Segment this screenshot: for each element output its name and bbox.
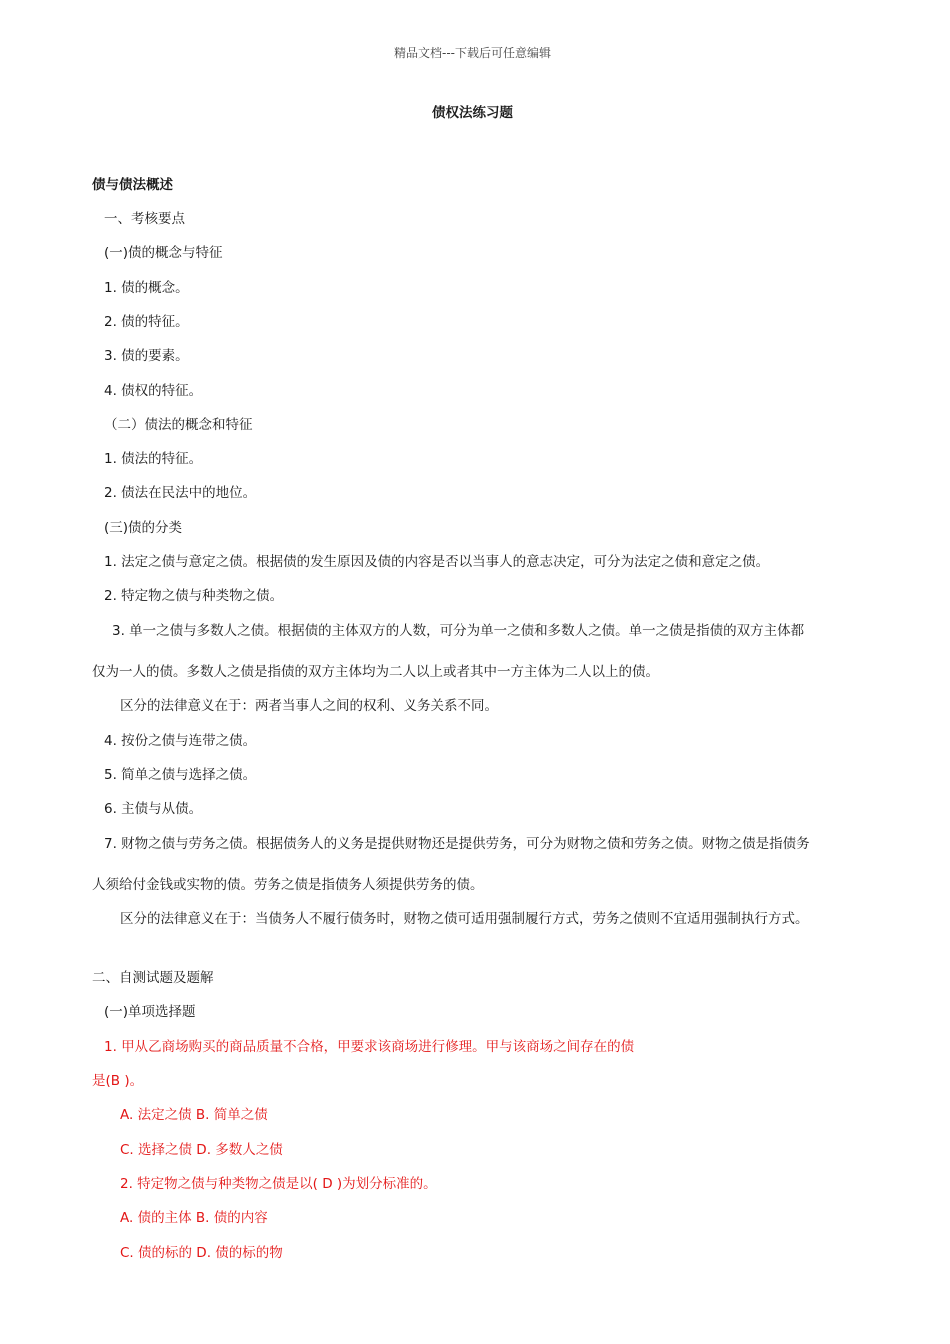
list-item: 3. 债的要素。 [104, 348, 189, 364]
question-2-line: 2. 特定物之债与种类物之债是以( D )为划分标准的。 [120, 1176, 437, 1192]
question-1-options: A. 法定之债 B. 简单之债 [120, 1107, 268, 1123]
list-item: 6. 主债与从债。 [104, 801, 203, 817]
part1-heading: 一、考核要点 [104, 211, 185, 227]
section-title: 债与债法概述 [92, 177, 173, 193]
part2-subheading: (一)单项选择题 [104, 1004, 196, 1020]
document-title: 债权法练习题 [432, 105, 513, 121]
subheading-1: (一)债的概念与特征 [104, 245, 223, 261]
list-item: 4. 按份之债与连带之债。 [104, 733, 257, 749]
list-item: 2. 特定物之债与种类物之债。 [104, 588, 284, 604]
paragraph-note: 区分的法律意义在于：当债务人不履行债务时，财物之债可适用强制履行方式，劳务之债则不宜适用强制执行方式。 [120, 911, 809, 927]
question-2-options: A. 债的主体 B. 债的内容 [120, 1210, 268, 1226]
question-2-options: C. 债的标的 D. 债的标的物 [120, 1245, 283, 1261]
question-1-line: 1. 甲从乙商场购买的商品质量不合格，甲要求该商场进行修理。甲与该商场之间存在的债 [104, 1039, 635, 1055]
page-header: 精品文档---下载后可任意编辑 [394, 46, 551, 60]
list-item: 1. 债的概念。 [104, 280, 189, 296]
subheading-3: (三)债的分类 [104, 520, 183, 536]
paragraph-line: 仅为一人的债。多数人之债是指债的双方主体均为二人以上或者其中一方主体为二人以上的债。 [92, 664, 659, 680]
part2-heading: 二、自测试题及题解 [92, 970, 214, 986]
question-1-answer: 是(B )。 [92, 1073, 144, 1089]
paragraph-note: 区分的法律意义在于：两者当事人之间的权利、义务关系不同。 [120, 698, 498, 714]
list-item: 4. 债权的特征。 [104, 383, 203, 399]
list-item: 1. 法定之债与意定之债。根据债的发生原因及债的内容是否以当事人的意志决定，可分为法定之债和意定之债。 [104, 554, 770, 570]
list-item: 1. 债法的特征。 [104, 451, 203, 467]
list-item: 2. 债的特征。 [104, 314, 189, 330]
list-item: 2. 债法在民法中的地位。 [104, 485, 257, 501]
list-item: 5. 简单之债与选择之债。 [104, 767, 257, 783]
question-1-options: C. 选择之债 D. 多数人之债 [120, 1142, 283, 1158]
paragraph-line: 人须给付金钱或实物的债。劳务之债是指债务人须提供劳务的债。 [92, 877, 484, 893]
paragraph-line: 7. 财物之债与劳务之债。根据债务人的义务是提供财物还是提供劳务，可分为财物之债和劳务之债。财物之债是指债务 [104, 836, 810, 852]
subheading-2: （二）债法的概念和特征 [104, 417, 253, 433]
paragraph-line: 3. 单一之债与多数人之债。根据债的主体双方的人数，可分为单一之债和多数人之债。单一之债是指债的双方主体都 [112, 623, 805, 639]
